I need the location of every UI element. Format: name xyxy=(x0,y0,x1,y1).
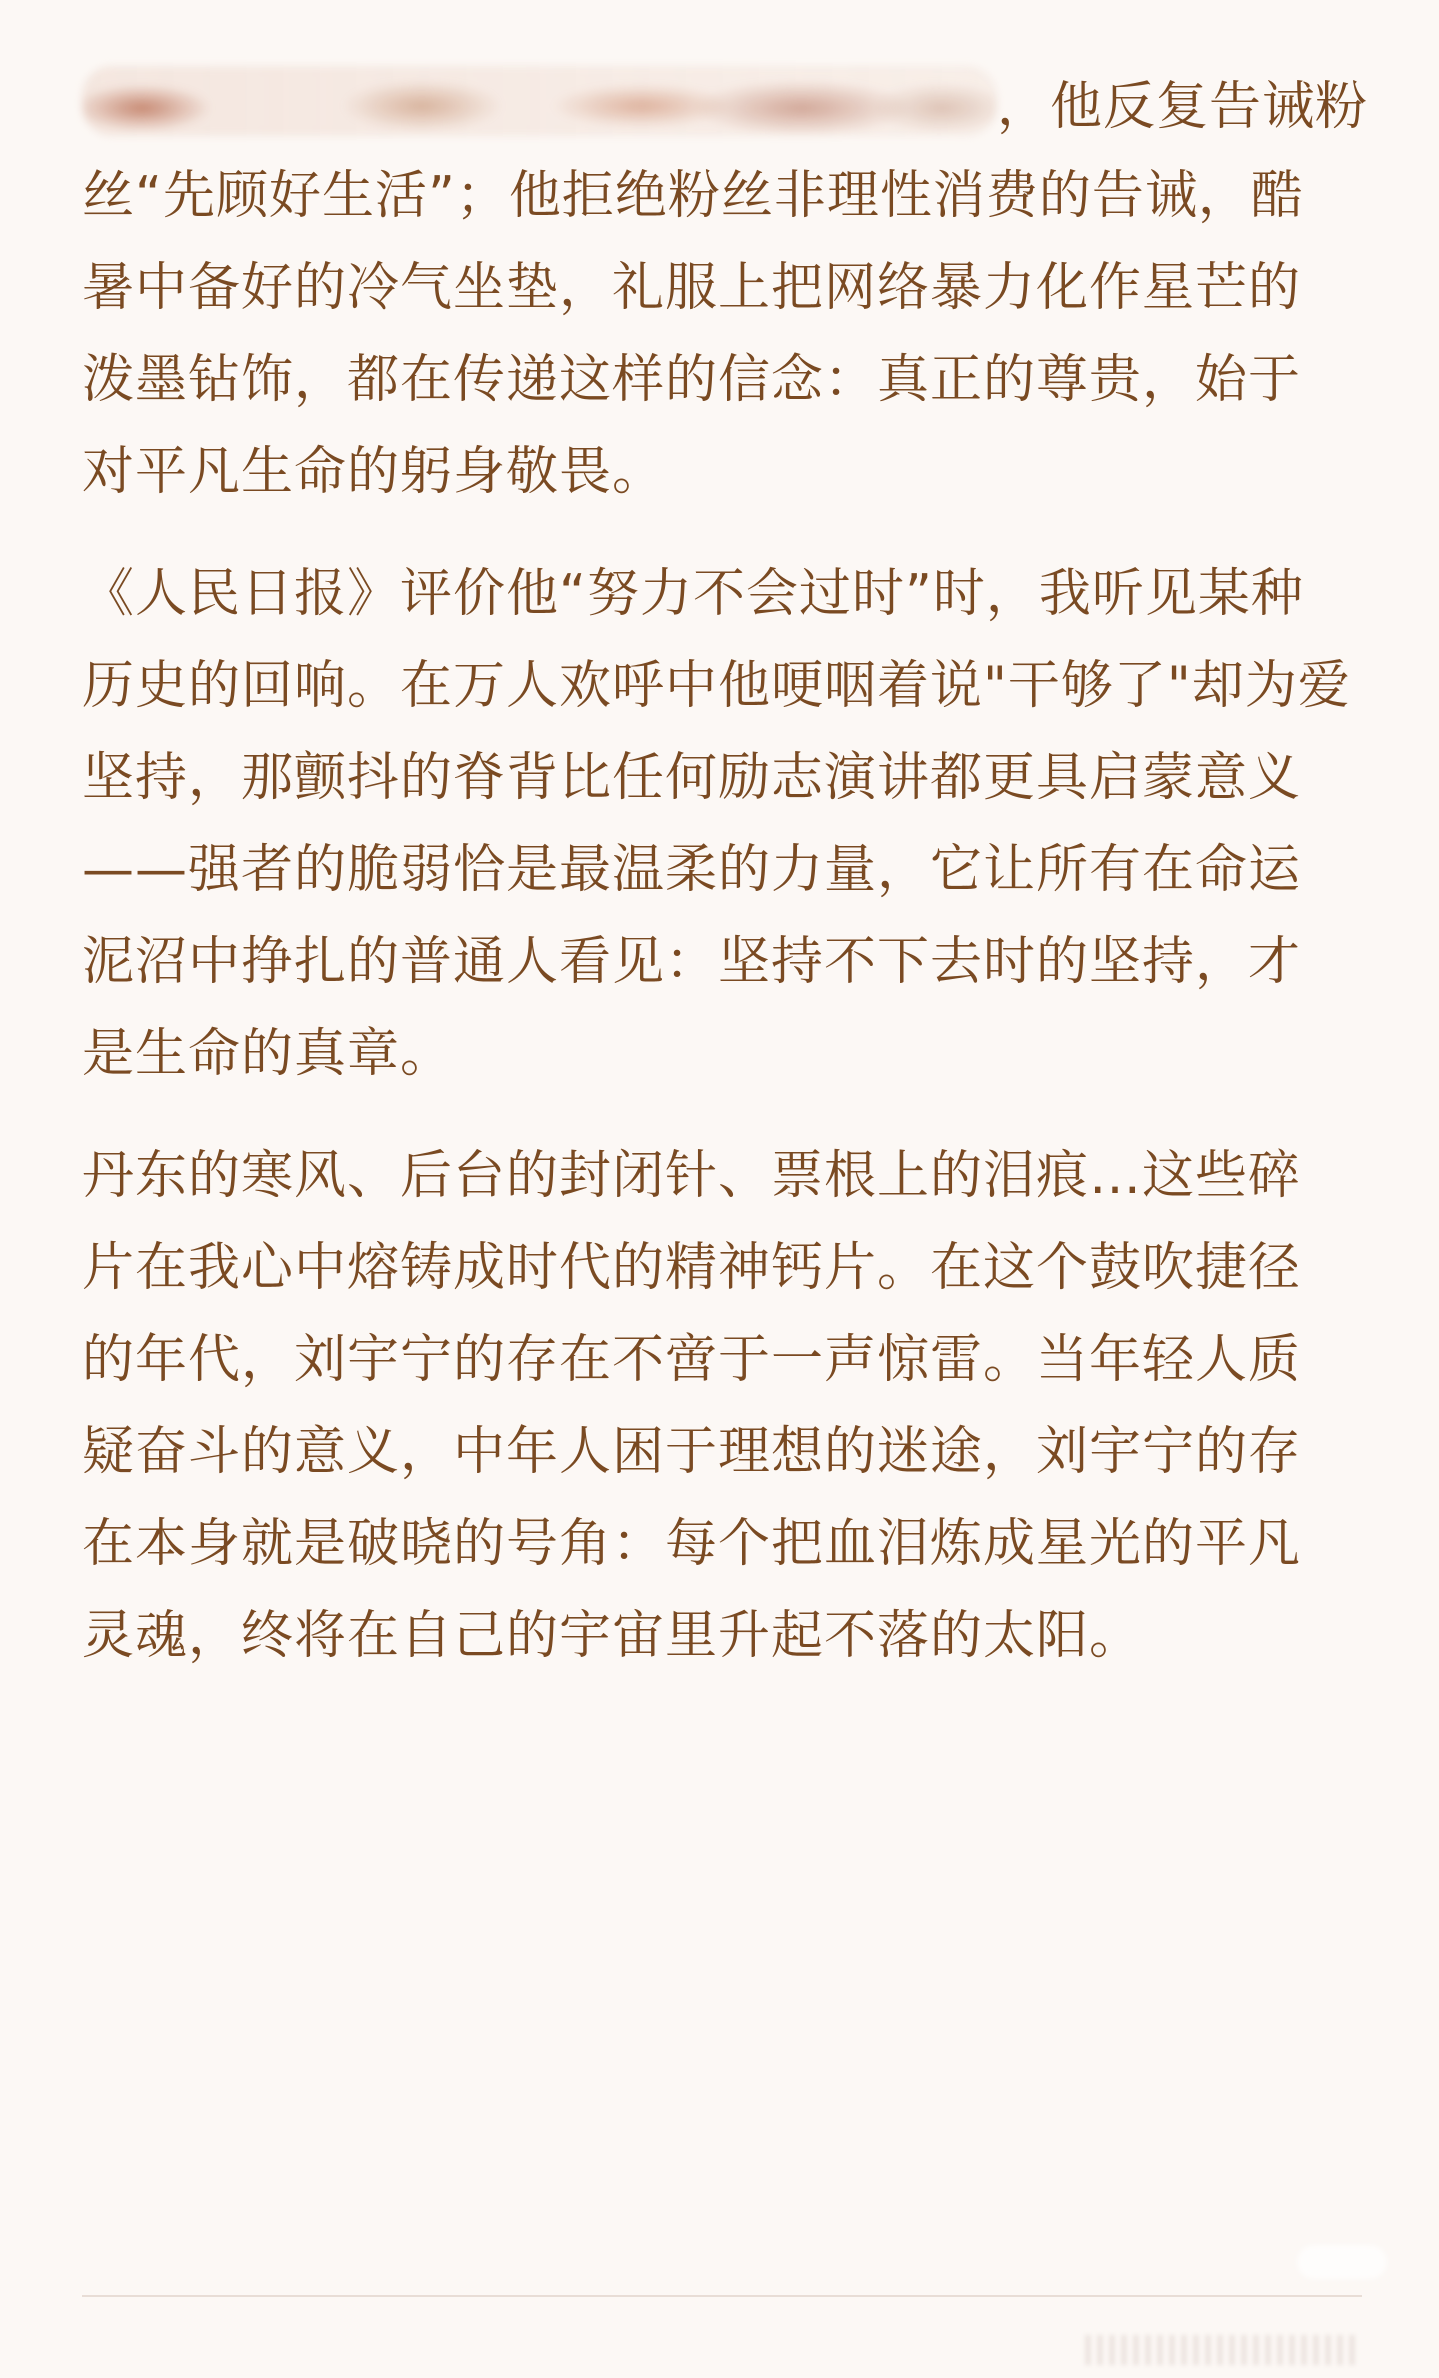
paragraph-line: 的年代，刘宇宁的存在不啻于一声惊雷。当年轻人质 xyxy=(82,1330,1302,1390)
article-body xyxy=(82,58,1369,1712)
paragraph-line: 泥沼中挣扎的普通人看见：坚持不下去时的坚持，才 xyxy=(82,932,1302,992)
paragraph-line: 对平凡生命的躬身敬畏。 xyxy=(82,442,666,502)
footer-divider xyxy=(82,2295,1362,2297)
paragraph-line xyxy=(82,58,1369,150)
watermark-badge xyxy=(1297,2245,1387,2279)
paragraph-line: 坚持，那颤抖的脊背比任何励志演讲都更具启蒙意义 xyxy=(82,748,1302,808)
paragraph-3 xyxy=(82,1130,1362,1682)
paragraph-line: 是生命的真章。 xyxy=(82,1024,454,1084)
paragraph-line-tail: ，他反复告诫粉 xyxy=(997,77,1369,137)
paragraph-line: 在本身就是破晓的号角：每个把血泪炼成星光的平凡 xyxy=(82,1514,1302,1574)
paragraph-line: 泼墨钻饰，都在传递这样的信念：真正的尊贵，始于 xyxy=(82,350,1302,410)
redacted-text-region xyxy=(82,66,997,136)
paragraph-line: 片在我心中熔铸成时代的精神钙片。在这个鼓吹捷径 xyxy=(82,1238,1302,1298)
watermark-text-region xyxy=(1085,2335,1355,2365)
paragraph-2 xyxy=(82,548,1362,1100)
paragraph-line: 暑中备好的冷气坐垫，礼服上把网络暴力化作星芒的 xyxy=(82,258,1302,318)
paragraph-1 xyxy=(82,58,1369,518)
paragraph-line: 《人民日报》评价他“努力不会过时”时，我听见某种 xyxy=(82,564,1304,624)
paragraph-line: 灵魂，终将在自己的宇宙里升起不落的太阳。 xyxy=(82,1606,1143,1666)
paragraph-line: 丹东的寒风、后台的封闭针、票根上的泪痕…这些碎 xyxy=(82,1146,1302,1206)
paragraph-line: ——强者的脆弱恰是最温柔的力量，它让所有在命运 xyxy=(82,840,1302,900)
paragraph-line: 疑奋斗的意义，中年人困于理想的迷途，刘宇宁的存 xyxy=(82,1422,1302,1482)
paragraph-line: 历史的回响。在万人欢呼中他哽咽着说"干够了"却为爱 xyxy=(82,656,1351,716)
paragraph-line: 丝“先顾好生活”；他拒绝粉丝非理性消费的告诫，酷 xyxy=(82,166,1304,226)
